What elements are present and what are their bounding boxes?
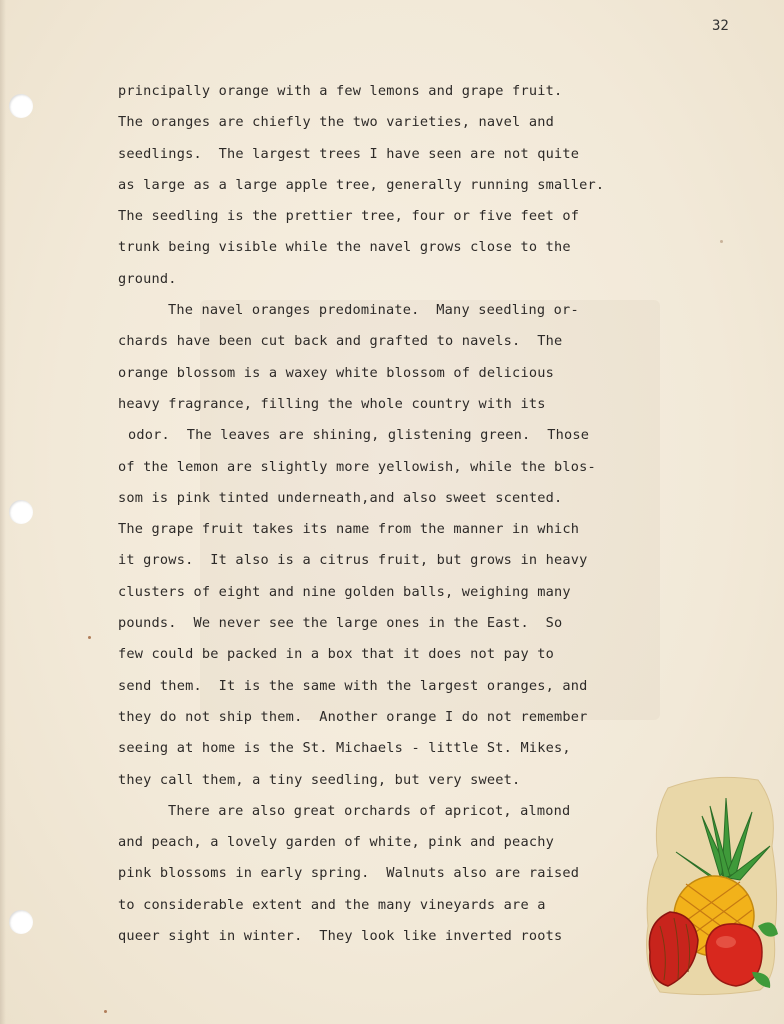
text-line: heavy fragrance, filling the whole country with its [118, 395, 546, 412]
text-line: The seedling is the prettier tree, four or five feet of [118, 208, 580, 225]
text-line: they do not ship them. Another orange I do not remember [118, 708, 588, 725]
text-line: som is pink tinted underneath,and also sweet scented. [118, 489, 563, 506]
text-line: orange blossom is a waxey white blossom of delicious [118, 364, 554, 381]
text-line: they call them, a tiny seedling, but very sweet. [118, 771, 521, 788]
typewritten-text [118, 76, 718, 952]
paper-speck [720, 240, 723, 243]
text-line: and peach, a lovely garden of white, pink and peachy [118, 834, 554, 851]
text-line: send them. It is the same with the largest oranges, and [118, 677, 588, 694]
text-line: ground. [118, 270, 177, 287]
text-line: The grape fruit takes its name from the manner in which [118, 521, 580, 538]
page-edge-shadow [0, 0, 6, 1024]
text-line: to considerable extent and the many vineyards are a [118, 896, 546, 913]
paper-speck [88, 636, 91, 639]
punch-hole-top [9, 94, 33, 118]
text-line: as large as a large apple tree, generally running smaller. [118, 176, 605, 193]
paragraph-start-line: The navel oranges predominate. Many seedling or- [168, 302, 579, 319]
text-line: seeing at home is the St. Michaels - little St. Mikes, [118, 740, 571, 757]
text-line: The oranges are chiefly the two varieties, navel and [118, 114, 554, 131]
paper-speck [104, 1010, 107, 1013]
paragraph-start-line: There are also great orchards of apricot, almond [168, 802, 571, 819]
text-line: seedlings. The largest trees I have seen are not quite [118, 145, 580, 162]
text-line: it grows. It also is a citrus fruit, but grows in heavy [118, 552, 588, 569]
text-line: pink blossoms in early spring. Walnuts also are raised [118, 865, 580, 882]
text-line: of the lemon are slightly more yellowish, while the blos- [118, 458, 596, 475]
fruit-sticker-icon [640, 776, 780, 996]
text-line: principally orange with a few lemons and grape fruit. [118, 83, 563, 99]
page-number: 32 [712, 18, 729, 34]
text-line: few could be packed in a box that it does not pay to [118, 646, 554, 663]
text-line: odor. The leaves are shining, glistening green. Those [128, 427, 590, 444]
text-line: chards have been cut back and grafted to navels. The [118, 333, 563, 350]
punch-hole-middle [9, 500, 33, 524]
punch-hole-bottom [9, 910, 33, 934]
text-line: queer sight in winter. They look like inverted roots [118, 928, 563, 945]
text-line: pounds. We never see the large ones in the East. So [118, 615, 563, 632]
text-line: clusters of eight and nine golden balls, weighing many [118, 583, 571, 600]
text-line: trunk being visible while the navel grows close to the [118, 239, 571, 256]
